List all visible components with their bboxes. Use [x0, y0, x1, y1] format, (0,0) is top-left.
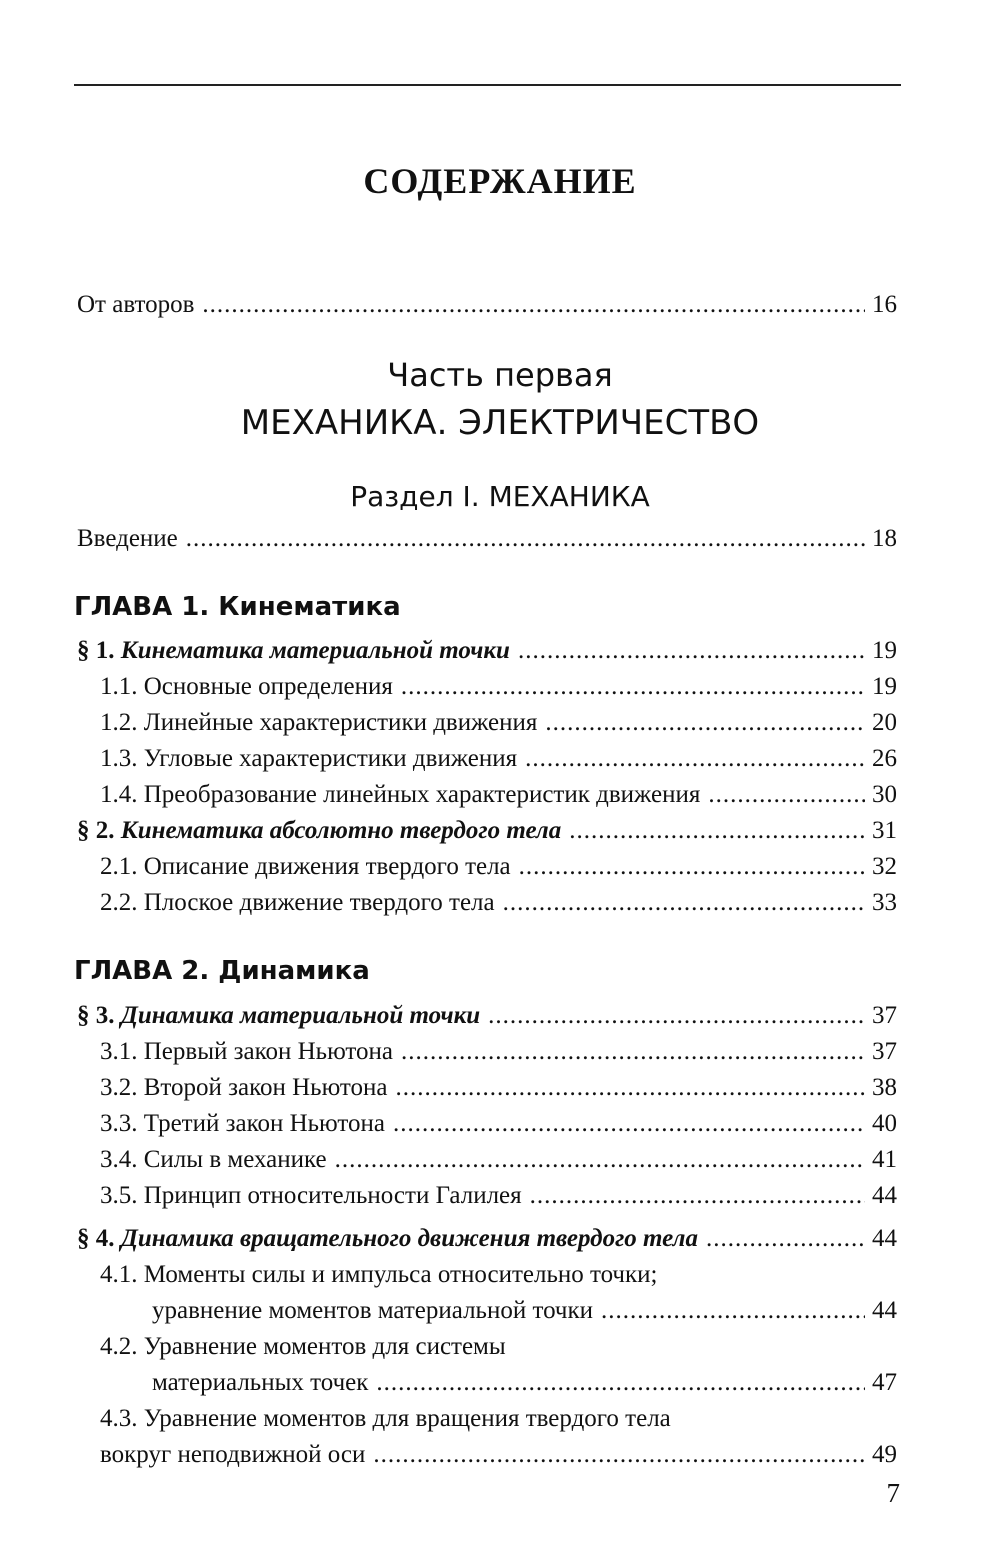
toc-paragraph-3[interactable] — [77, 999, 897, 1033]
top-rule — [74, 84, 901, 86]
dot-leader — [393, 1107, 865, 1141]
page-number: 7 — [886, 1478, 900, 1508]
toc-item-page: 20 — [872, 709, 897, 736]
toc-item-2-1[interactable] — [100, 850, 897, 884]
dot-leader — [503, 886, 865, 920]
toc-item-page: 40 — [872, 1110, 897, 1137]
dot-leader — [373, 1438, 865, 1472]
dot-leader — [488, 999, 865, 1033]
toc-item-title: 3.5. Принцип относительности Галилея — [100, 1182, 522, 1209]
toc-item-1-2[interactable] — [100, 706, 897, 740]
toc-entry-from-authors[interactable] — [77, 288, 897, 322]
toc-item-3-4[interactable] — [100, 1143, 897, 1177]
toc-entry-page: 19 — [872, 637, 897, 664]
toc-item-page: 37 — [872, 1038, 897, 1065]
toc-item-title: 2.1. Описание движения твердого тела — [100, 853, 511, 880]
toc-entry-title: От авторов — [77, 291, 195, 318]
toc-item-4-2-line1[interactable]: 4.2. Уравнение моментов для системы — [100, 1333, 506, 1360]
dot-leader — [519, 850, 865, 884]
toc-item-title: 2.2. Плоское движение твердого тела — [100, 889, 495, 916]
toc-entry-introduction[interactable] — [77, 522, 897, 556]
toc-item-page: 38 — [872, 1074, 897, 1101]
toc-item-2-2[interactable] — [100, 886, 897, 920]
paragraph-name: Кинематика материальной точки — [120, 637, 510, 664]
toc-paragraph-2[interactable] — [77, 814, 897, 848]
toc-item-title: материальных точек — [152, 1369, 369, 1396]
dot-leader — [530, 1179, 865, 1213]
dot-leader — [708, 778, 865, 812]
toc-item-title: 1.1. Основные определения — [100, 673, 393, 700]
toc-paragraph-1[interactable] — [77, 634, 897, 668]
toc-item-title: 3.2. Второй закон Ньютона — [100, 1074, 388, 1101]
toc-item-title: 3.4. Силы в механике — [100, 1146, 327, 1173]
toc-item-page: 44 — [872, 1182, 897, 1209]
page-title: СОДЕРЖАНИЕ — [363, 161, 637, 201]
dot-leader — [202, 288, 865, 322]
dot-leader — [335, 1143, 865, 1177]
paragraph-name: Динамика материальной точки — [120, 1002, 481, 1029]
chapter-heading-2: ГЛАВА 2. Динамика — [74, 956, 370, 986]
toc-item-title: вокруг неподвижной оси — [100, 1441, 366, 1468]
toc-entry-page: 37 — [872, 1002, 897, 1029]
part-label: Часть первая — [387, 356, 613, 394]
paragraph-number: § 4. — [77, 1225, 115, 1252]
toc-item-title: 3.3. Третий закон Ньютона — [100, 1110, 385, 1137]
dot-leader — [396, 1071, 866, 1105]
dot-leader — [569, 814, 865, 848]
paragraph-name: Динамика вращательного движения твердого тела — [120, 1225, 698, 1252]
dot-leader — [545, 706, 865, 740]
toc-entry-page: 31 — [872, 817, 897, 844]
paragraph-number: § 2. — [77, 817, 115, 844]
paragraph-number: § 3. — [77, 1002, 115, 1029]
toc-item-4-3-line1[interactable]: 4.3. Уравнение моментов для вращения твердого тела — [100, 1405, 671, 1432]
paragraph-number: § 1. — [77, 637, 115, 664]
toc-item-title: 1.2. Линейные характеристики движения — [100, 709, 538, 736]
toc-entry-title: Введение — [77, 525, 178, 552]
dot-leader — [601, 1294, 865, 1328]
toc-item-page: 33 — [872, 889, 897, 916]
chapter-heading-1: ГЛАВА 1. Кинематика — [74, 592, 401, 622]
dot-leader — [401, 1035, 865, 1069]
toc-item-3-3[interactable] — [100, 1107, 897, 1141]
toc-item-3-5[interactable] — [100, 1179, 897, 1213]
toc-entry-page: 18 — [872, 525, 897, 552]
toc-item-title: 3.1. Первый закон Ньютона — [100, 1038, 393, 1065]
toc-item-3-2[interactable] — [100, 1071, 897, 1105]
toc-item-page: 44 — [872, 1297, 897, 1324]
part-title: МЕХАНИКА. ЭЛЕКТРИЧЕСТВО — [240, 403, 760, 443]
toc-item-title: уравнение моментов материальной точки — [152, 1297, 594, 1324]
toc-item-3-1[interactable] — [100, 1035, 897, 1069]
toc-item-4-2[interactable] — [152, 1366, 897, 1400]
dot-leader — [525, 742, 865, 776]
dot-leader — [186, 522, 865, 556]
toc-item-4-3[interactable] — [100, 1438, 897, 1472]
toc-item-1-1[interactable] — [100, 670, 897, 704]
toc-item-1-4[interactable] — [100, 778, 897, 812]
dot-leader — [518, 634, 865, 668]
paragraph-name: Кинематика абсолютно твердого тела — [120, 817, 562, 844]
toc-item-page: 32 — [872, 853, 897, 880]
toc-item-page: 47 — [872, 1369, 897, 1396]
toc-item-1-3[interactable] — [100, 742, 897, 776]
toc-item-4-1[interactable] — [152, 1294, 897, 1328]
dot-leader — [401, 670, 865, 704]
toc-item-page: 30 — [872, 781, 897, 808]
dot-leader — [706, 1222, 865, 1256]
toc-item-title: 1.4. Преобразование линейных характеристик движения — [100, 781, 701, 808]
toc-item-page: 26 — [872, 745, 897, 772]
toc-item-page: 41 — [872, 1146, 897, 1173]
section-title: Раздел I. МЕХАНИКА — [350, 480, 650, 513]
toc-entry-page: 44 — [872, 1225, 897, 1252]
toc-paragraph-4[interactable] — [77, 1222, 897, 1256]
toc-item-page: 49 — [872, 1441, 897, 1468]
toc-item-4-1-line1[interactable]: 4.1. Моменты силы и импульса относительно точки; — [100, 1261, 658, 1288]
toc-entry-page: 16 — [872, 291, 897, 318]
toc-item-title: 1.3. Угловые характеристики движения — [100, 745, 518, 772]
dot-leader — [376, 1366, 865, 1400]
toc-item-page: 19 — [872, 673, 897, 700]
